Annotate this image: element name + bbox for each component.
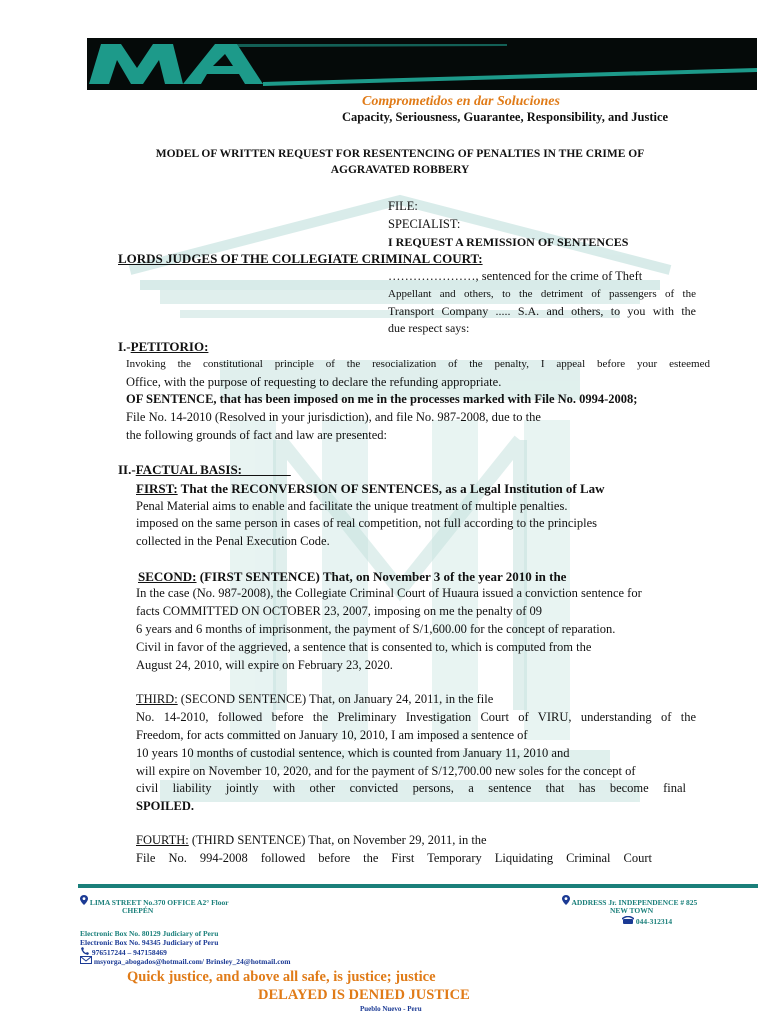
request-label: I REQUEST A REMISSION OF SENTENCES <box>388 235 629 249</box>
footer-rule <box>78 884 758 888</box>
fourth-label: FOURTH: <box>136 833 189 847</box>
second-heading-text: (FIRST SENTENCE) That, on November 3 of the year 2010 in the <box>196 569 567 584</box>
document-title <box>100 146 700 178</box>
second-line-4: 6 years and 6 months of imprisonment, the payment of S/1,600.00 for the concept of reparation. <box>136 622 616 636</box>
intro-line-3: Transport Company ..... S.A. and others, to you with the <box>388 304 696 318</box>
petitorio-line-3: OF SENTENCE, that has been imposed on me in the processes marked with File No. 0994-2008; <box>126 392 638 406</box>
addressee: LORDS JUDGES OF THE COLLEGIATE CRIMINAL COURT: <box>118 251 483 266</box>
first-line-3: imposed on the same person in cases of real competition, not full according to the principles <box>136 516 597 530</box>
phone-icon <box>622 916 634 924</box>
factual-heading <box>118 461 291 478</box>
petitorio-prefix: I.- <box>118 339 131 354</box>
emails-text: msyorga_abogados@hotmail.com/ Brinsley_24@hotmail.com <box>93 957 291 966</box>
petitorio-title: PETITORIO: <box>130 339 209 354</box>
right-phone-number: 044-312314 <box>635 917 673 926</box>
third-line-2: No. 14-2010, followed before the Preliminary Investigation Court of VIRU, understanding of the <box>136 710 696 724</box>
right-address-line-2: NEW TOWN <box>610 906 654 915</box>
petitorio-line-4: File No. 14-2010 (Resolved in your jurisdiction), and file No. 987-2008, due to the <box>126 410 541 424</box>
second-line-3: facts COMMITTED ON OCTOBER 23, 2007, imposing on me the penalty of 09 <box>136 604 542 618</box>
first-line-4: collected in the Penal Execution Code. <box>136 534 330 548</box>
ebox-2: Electronic Box No. 94345 Judiciary of Peru <box>80 938 219 947</box>
factual-title: FACTUAL BASIS: <box>135 462 243 477</box>
footer-location: Pueblo Nuevo - Peru <box>360 1005 422 1013</box>
second-line-6: August 24, 2010, will expire on February 23, 2020. <box>136 658 393 672</box>
intro-line-2: Appellant and others, to the detriment of passengers of the <box>388 288 696 300</box>
tagline: Capacity, Seriousness, Guarantee, Responsibility, and Justice <box>342 110 669 124</box>
third-label: THIRD: <box>136 692 178 706</box>
email-icon <box>80 956 92 964</box>
first-heading-text: That the RECONVERSION OF SENTENCES, as a Legal Institution of Law <box>177 481 605 496</box>
title-line-2: AGGRAVATED ROBBERY <box>330 164 470 176</box>
factual-prefix: II.- <box>118 462 136 477</box>
location-pin-icon <box>562 895 570 905</box>
slogan: Comprometidos en dar Soluciones <box>362 94 560 109</box>
first-label: FIRST: <box>136 481 178 496</box>
petitorio-heading <box>118 338 208 355</box>
location-pin-icon <box>80 895 88 905</box>
first-heading <box>136 480 605 497</box>
file-label: FILE: <box>388 199 418 213</box>
third-line-7: SPOILED. <box>136 799 195 813</box>
left-address-line-2: CHEPÉN <box>122 906 154 915</box>
third-line-4: 10 years 10 months of custodial sentence, which is counted from January 11, 2010 and <box>136 746 570 760</box>
footer-motto-2: DELAYED IS DENIED JUSTICE <box>258 987 470 1003</box>
title-line-1: MODEL OF WRITTEN REQUEST FOR RESENTENCING OF PENALTIES IN THE CRIME OF <box>155 148 645 160</box>
second-heading <box>138 568 566 585</box>
third-heading-text: (SECOND SENTENCE) That, on January 24, 2011, in the file <box>177 692 494 706</box>
ebox-1: Electronic Box No. 80129 Judiciary of Peru <box>80 929 219 938</box>
first-line-2: Penal Material aims to enable and facilitate the unique treatment of multiple penalties. <box>136 499 568 513</box>
left-address-line-1: LIMA STREET No.370 OFFICE A2° Floor <box>89 898 229 907</box>
third-line-5: will expire on November 10, 2020, and for the payment of S/12,700.00 new soles for the concept of <box>136 764 636 778</box>
second-line-5: Civil in favor of the aggrieved, a sentence that is consented to, which is computed from the <box>136 640 592 654</box>
second-line-2: In the case (No. 987-2008), the Collegiate Criminal Court of Huaura issued a conviction sentence for <box>136 586 642 600</box>
second-label: SECOND: <box>138 569 197 584</box>
right-address-line-1: ADDRESS Jr. INDEPENDENCE # 825 <box>571 898 698 907</box>
intro-line-4: due respect says: <box>388 321 470 335</box>
footer-emails <box>80 956 291 966</box>
phone-icon <box>80 947 90 955</box>
footer-motto-1: Quick justice, and above all safe, is justice; justice <box>127 969 436 985</box>
petitorio-line-2: Office, with the purpose of requesting to declare the refunding appropriate. <box>126 375 502 389</box>
footer-left-address <box>80 895 229 907</box>
third-line-3: Freedom, for acts committed on January 10, 2010, I am imposed a sentence of <box>136 728 528 742</box>
header-banner <box>87 38 757 90</box>
intro-line-1: …………………, sentenced for the crime of Theft <box>388 269 643 283</box>
phones-text: 976517244 – 947158469 <box>91 948 167 957</box>
petitorio-line-5: the following grounds of fact and law are presented: <box>126 428 388 442</box>
firm-logo <box>87 38 757 90</box>
fourth-heading-text: (THIRD SENTENCE) That, on November 29, 2011, in the <box>188 833 487 847</box>
fourth-heading <box>136 832 487 849</box>
third-heading <box>136 691 493 708</box>
fourth-line-2: File No. 994-2008 followed before the First Temporary Liquidating Criminal Court <box>136 851 652 865</box>
specialist-label: SPECIALIST: <box>388 217 461 231</box>
third-line-6: civil liability jointly with other convicted persons, a sentence that has become final <box>136 781 686 795</box>
petitorio-line-1: Invoking the constitutional principle of the resocialization of the penalty, I appeal before your esteemed <box>126 358 710 370</box>
right-phone <box>622 916 672 926</box>
